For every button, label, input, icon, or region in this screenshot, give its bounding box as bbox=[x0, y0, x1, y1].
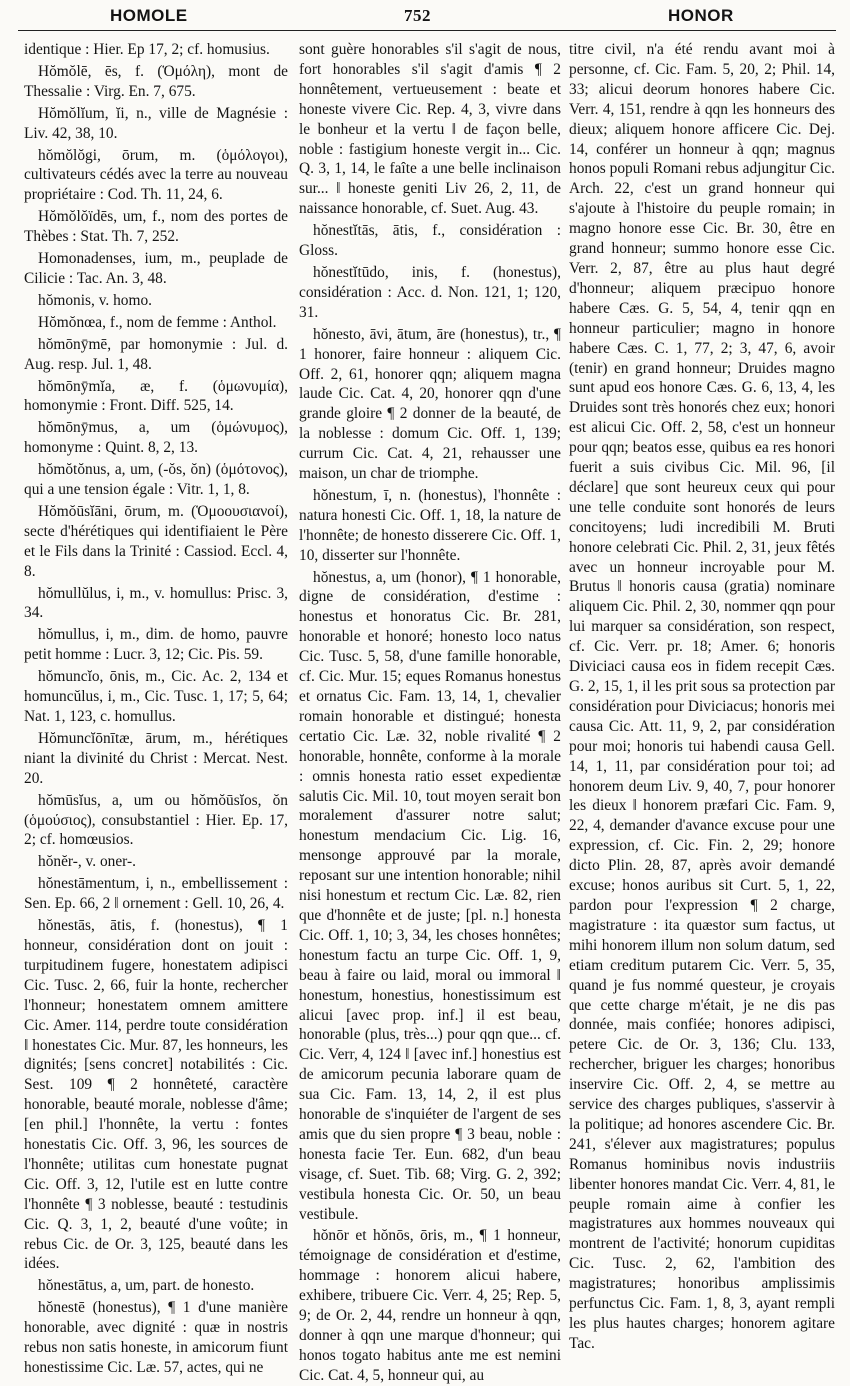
column-3 bbox=[569, 40, 835, 1358]
entry: hŏnesto, āvi, ātum, āre (honestus), tr., ¶ 1 honorer, faire honneur : aliquem Cic. Off. 2, 61, honorer qqn; aliquem magna laude Cic. Cat. 4, 20, honorer qqn d'une grande gloire ¶ 2 donner de la beauté, de la noblesse : domum Cic. Off. 1, 139; currum Cic. Cat. 4, 21, rehausser une maison, un char de triomphe. bbox=[299, 325, 561, 483]
entry: hŏnestē (honestus), ¶ 1 d'une manière honorable, avec dignité : quæ in nostris rebus non satis honeste, in amicorum fiunt honestissime Cic. Læ. 57, actes, qui ne bbox=[24, 1299, 288, 1376]
left-headword: HOMOLE bbox=[110, 6, 188, 25]
entry: hŏnestus, a, um (honor), ¶ 1 honorable, digne de considération, d'estime : honestus et honoratus Cic. Br. 281, honorable et honoré; honesto loco natus Cic. Tusc. 5, 58, d'une famille honorable, cf. Cic. Mur. 15; eques Romanus honestus et ornatus Cic. Fam. 13, 14, 1, chevalier romain honorable et distingué; honesta certatio Cic. Læ. 32, noble rivalité ¶ 2 honorable, honnête, conforme à la morale : omnis honesta ratio esset expedientæ salutis Cic. Mil. 10, tout moyen serait bon moralement d'assurer notre salut; honestum mendacium Cic. Lig. 16, mensonge approuvé par la morale, reposant sur une intention honorable; nihil nisi honestum et rectum Cic. Læ. 82, rien que d'honnête et de juste; [pl. n.] honesta Cic. Off. 1, 10; 3, 34, les choses honnêtes; honestum factu an turpe Cic. Off. 1, 9, beau à faire ou laid, moral ou immoral ‖ honestum, honestius, honestissimum est alicui [avec prop. inf.] il est beau, honorable (plus, très...) pour qqn que... cf. Cic. Verr, 4, 124 ‖ [avec inf.] honestius est de amicorum pecunia laborare quam de sua Cic. Fam. 13, 14, 2, il est plus honorable de s'inquiéter de l'argent de ses amis que du sien propre ¶ 3 beau, noble : honesta facie Ter. Eun. 682, d'un beau visage, cf. Suet. Tib. 68; Virg. G. 2, 392; vestibula honesta Cic. Or. 50, un beau vestibule. bbox=[299, 568, 561, 1223]
entry: Hŏmuncĭōnītæ, ārum, m., hérétiques niant la divinité du Christ : Mercat. Nest. 20. bbox=[24, 729, 288, 787]
entry: hŏnōr et hŏnōs, ōris, m., ¶ 1 honneur, témoignage de considération et d'estime, hommage : honorem alicui habere, exhibere, tribuere Cic. Verr. 4, 25; Rep. 5, 9; de Or. 2, 44, rendre un honneur à qqn, donner à qqn une marque d'honneur; qui honos togato habitus ante me est nemini Cic. Cat. 4, 5, honneur qui, au bbox=[299, 1227, 561, 1384]
entry: titre civil, n'a été rendu avant moi à personne, cf. Cic. Fam. 5, 20, 2; Phil. 14, 33; alicui deorum honores habere Cic. Verr. 4, 151, rendre à qqn les honneurs des dieux; aliquem honore afficere Cic. Dej. 14, conférer un honneur à qqn; magnus honos populi Romani rebus adjungitur Cic. Arch. 22, c'est un grand honneur qui s'ajoute à l'histoire du peuple romain; in magno honore esse Cic. Br. 30, être en grand honneur; summo honore esse Cic. Verr. 2, 87, être au plus haut degré d'honneur; aliquem præcipuo honore habere Cæs. G. 5, 54, 4, tenir qqn en honneur particulier; magno in honore habere Cæs. C. 1, 77, 2; 3, 47, 6, avoir (tenir) en grand honneur; Druides magno sunt apud eos honore Cæs. G. 6, 13, 4, les Druides sont très honorés chez eux; honori est alicui Cic. Off. 2, 58, c'est un honneur pour qqn; beatos esse, quibus ea res honori fuerit a suis civibus Cic. Mil. 96, [il déclare] que sont heureux ceux qui pour une telle conduite sont honorés de leurs concitoyens; ludi incredibili M. Bruti honore celebrati Cic. Phil. 2, 31, jeux fêtés avec un honneur incroyable pour M. Brutus ‖ honoris causa (gratia) nominare aliquem Cic. Phil. 2, 30, nommer qqn pour lui marquer sa considération, son respect, cf. Cic. Verr. pr. 18; Amer. 6; honoris Diviciaci causa eos in fidem recepit Cæs. G. 2, 15, 1, il les prit sous sa protection par considération pour Diviciacus; honoris mei causa Cic. Att. 11, 9, 2, par considération pour moi; honoris tui habendi causa Gell. 14, 1, 11, par considération pour toi; ad honorem deum Liv. 9, 40, 7, pour honorer les dieux ‖ honorem præfari Cic. Fam. 9, 22, 4, demander d'avance excuse pour une expression, cf. Cic. Fin. 2, 29; honore dicto Plin. 28, 87, après avoir demandé excuse; honos auribus sit Curt. 5, 1, 22, pardon pour l'expression ¶ 2 charge, magistrature : ita quæstor sum factus, ut mihi honorem illum non solum datum, sed etiam creditum putarem Cic. Verr. 5, 35, quand je fus nommé questeur, je croyais que cette charge m'était, je ne dis pas donnée, mais confiée; honores adipisci, petere Cic. de Or. 3, 136; Clu. 133, rechercher, briguer les charges; honoribus inservire Cic. Off. 2, 4, se mettre au service des charges publiques, s'asservir à la politique; ad honores ascendere Cic. Br. 241, s'élever aux magistratures; populus Romanus hominibus novis industriis libenter honores mandat Cic. Verr. 4, 81, le peuple romain aime à confier les magistratures aux hommes nouveaux qui montrent de l'activité; honorum cupiditas Cic. Tusc. 2, 62, l'ambition des magistratures; honoribus amplissimis perfunctus Cic. Fam. 1, 8, 3, ayant rempli les plus hautes charges; honorem agitare Tac. bbox=[569, 41, 835, 1352]
entry: hŏmŏlŏgi, ōrum, m. (ὁμόλογοι), cultivateurs cédés avec la terre au nouveau propriétaire : Cod. Th. 11, 24, 6. bbox=[24, 146, 288, 204]
entry: Hŏmŏlĭum, ĭi, n., ville de Magnésie : Liv. 42, 38, 10. bbox=[24, 104, 288, 142]
running-header bbox=[0, 0, 850, 36]
entry: sont guère honorables s'il s'agit de nous, fort honorables s'il s'agit d'amis ¶ 2 honnêtement, vertueusement : beate et honeste vivere Cic. Rep. 4, 3, vivre dans le bonheur et la vertu ‖ de façon belle, noble : fastigium honeste vergit in... Cic. Q. 3, 1, 14, le faîte a une belle inclinaison sur... ‖ honeste geniti Liv 26, 2, 11, de naissance honorable, cf. Suet. Aug. 43. bbox=[299, 41, 561, 218]
entry: identique : Hier. Ep 17, 2; cf. homusius. bbox=[24, 41, 270, 58]
entry: hŏmullus, i, m., dim. de homo, pauvre petit homme : Lucr. 3, 12; Cic. Pis. 59. bbox=[24, 626, 288, 664]
entry: hŏmonis, v. homo. bbox=[38, 291, 153, 309]
entry: Homonadenses, ium, m., peuplade de Cilicie : Tac. An. 3, 48. bbox=[24, 250, 288, 287]
entry: hŏmullŭlus, i, m., v. homullus: Prisc. 3, 34. bbox=[24, 584, 288, 622]
entry: hŏmōnȳmĭa, æ, f. (ὁμωνυμία), homonymie : Front. Diff. 525, 14. bbox=[24, 377, 288, 415]
entry: Hŏmŏūsĭāni, ōrum, m. (Ὁμοουσιανοί), secte d'hérétiques qui identifiaient le Père et le Fils dans la Trinité : Cassiod. Eccl. 4, 8. bbox=[24, 502, 288, 580]
entry: hŏnestum, ī, n. (honestus), l'honnête : natura honesti Cic. Off. 1, 18, la nature de l'honnête; de honesto disserere Cic. Off. 1, 10, disserter sur l'honnête. bbox=[299, 486, 561, 564]
entry: hŏnestĭtūdo, inis, f. (honestus), considération : Acc. d. Non. 121, 1; 120, 31. bbox=[299, 263, 561, 321]
entry: Hŏmŏlē, ēs, f. (Ὁμόλη), mont de Thessalie : Virg. En. 7, 675. bbox=[24, 62, 288, 100]
page-number: 752 bbox=[404, 6, 431, 25]
entry: hŏnĕr-, v. oner-. bbox=[38, 853, 136, 871]
entry: hŏnestās, ātis, f. (honestus), ¶ 1 honneur, considération dont on jouit : turpitudinem fugere, honestatem adipisci Cic. Tusc. 2, 66, fuir la honte, rechercher l'honneur; honestatem omnem amittere Cic. Amer. 114, perdre toute considération ‖ honestates Cic. Mur. 87, les honneurs, les dignités; [sens concret] notabilités : Cic. Sest. 109 ¶ 2 honnêteté, caractère honorable, beauté morale, noblesse d'âme; [en phil.] l'honnête, la vertu : fontes honestatis Cic. Off. 3, 96, les sources de l'honnête; utilitas cum honestate pugnat Cic. Off. 3, 12, l'utile est en lutte contre l'honnête ¶ 3 noblesse, beauté : testudinis Cic. Q. 3, 1, 2, beauté d'une voûte; in rebus Cic. de Or. 3, 125, beauté dans les idées. bbox=[24, 917, 288, 1273]
entry: hŏmōnȳmē, par homonymie : Jul. d. Aug. resp. Jul. 1, 48. bbox=[24, 335, 288, 373]
entry: hŏmōnȳmus, a, um (ὁμώνυμος), homonyme : Quint. 8, 2, 13. bbox=[24, 419, 288, 457]
entry: hŏnestātus, a, um, part. de honesto. bbox=[38, 1277, 255, 1295]
right-headword: HONOR bbox=[668, 6, 734, 25]
entry: hŏnestĭtās, ātis, f., considération : Gloss. bbox=[299, 222, 561, 260]
column-1 bbox=[24, 40, 288, 1376]
entry: Hŏmŏlŏïdēs, um, f., nom des portes de Thèbes : Stat. Th. 7, 252. bbox=[24, 208, 288, 246]
entry: hŏmuncĭo, ōnis, m., Cic. Ac. 2, 134 et homuncŭlus, i, m., Cic. Tusc. 1, 17; 5, 64; Nat. 1, 123, c. homullus. bbox=[24, 668, 288, 725]
entry: hŏmŏtŏnus, a, um, (-ŏs, ŏn) (ὁμότονος), qui a une tension égale : Vitr. 1, 1, 8. bbox=[24, 461, 288, 499]
entry: Hŏmŏnœa, f., nom de femme : Anthol. bbox=[38, 313, 277, 331]
header-rule bbox=[18, 30, 836, 31]
entry: hŏmūsĭus, a, um ou hŏmŏūsĭos, ŏn (ὁμούσιος), consubstantiel : Hier. Ep. 17, 2; cf. homœusios. bbox=[24, 791, 288, 849]
entry: hŏnestāmentum, i, n., embellissement : Sen. Ep. 66, 2 ‖ ornement : Gell. 10, 26, 4. bbox=[24, 875, 288, 913]
column-2 bbox=[299, 40, 561, 1384]
